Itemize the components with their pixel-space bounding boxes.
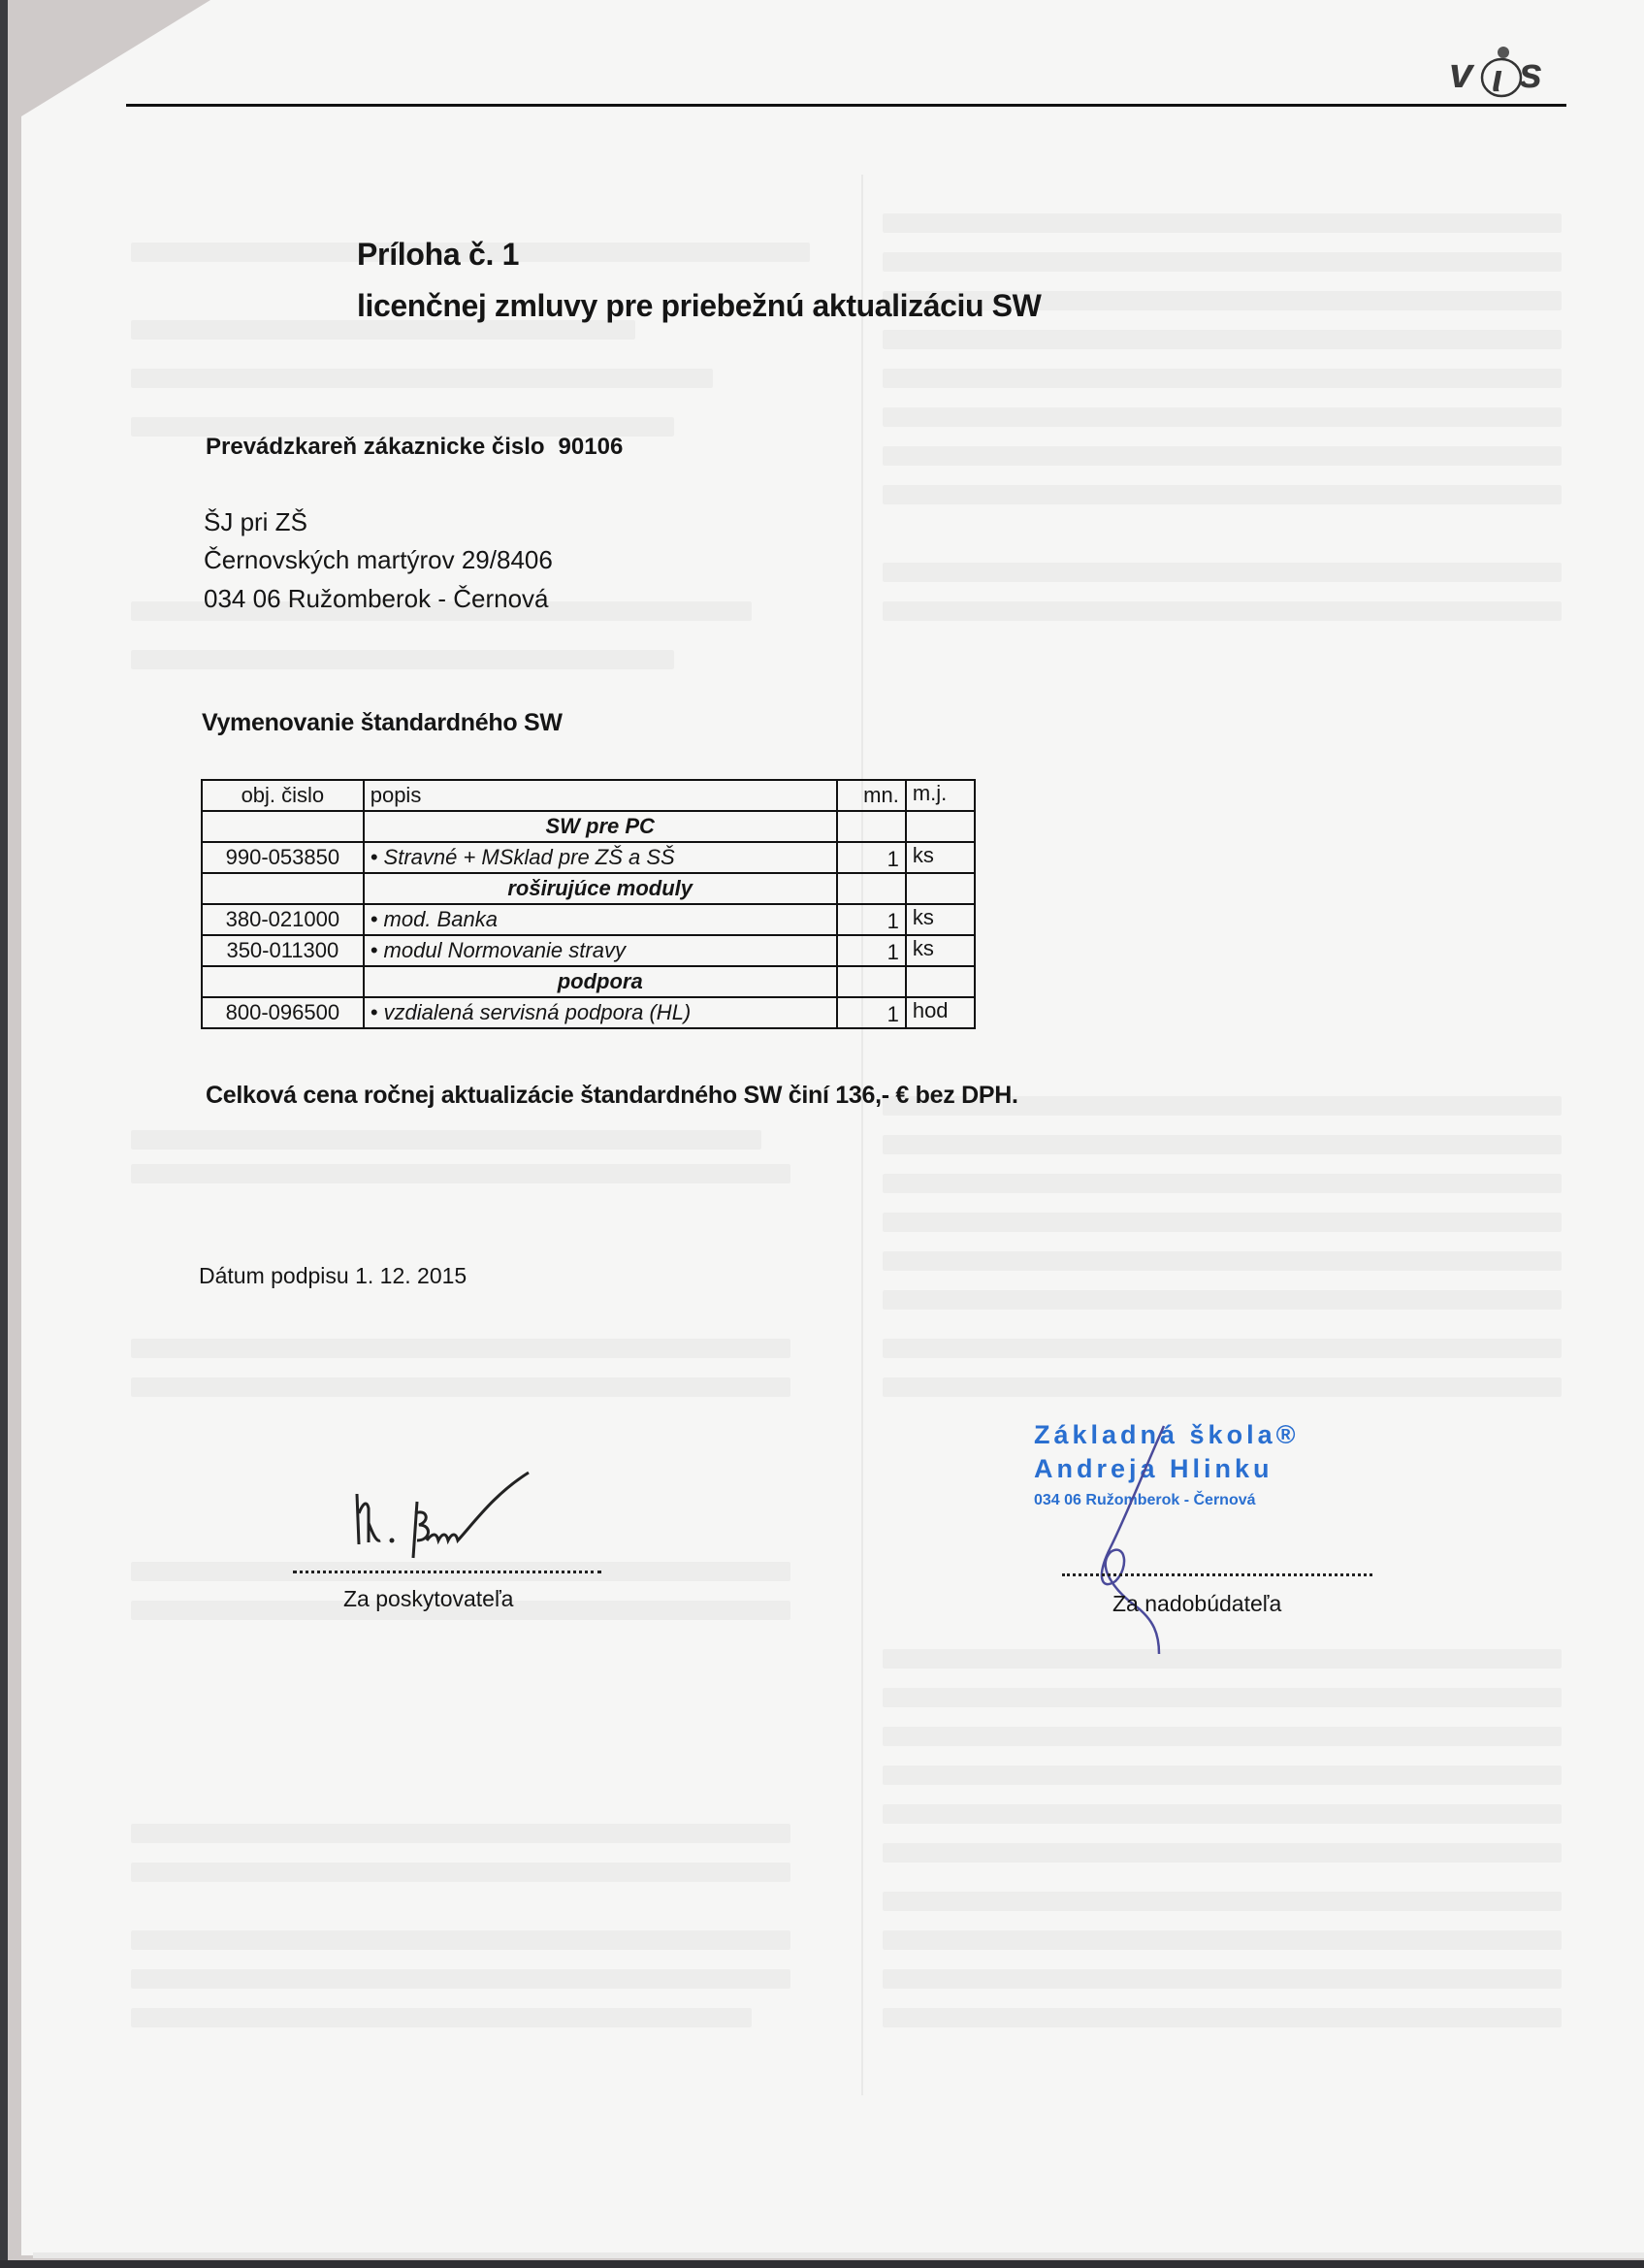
- logo-letter-s: s: [1519, 49, 1543, 97]
- total-price: Celková cena ročnej aktualizácie štandardného SW činí 136,- € bez DPH.: [206, 1082, 1018, 1109]
- provider-signature: [349, 1465, 543, 1562]
- table-row: [202, 842, 975, 873]
- bleed-through-line: [131, 1130, 761, 1150]
- bleed-through-line: [883, 1339, 1562, 1358]
- item-unit: hod: [906, 997, 975, 1028]
- bleed-through-line: [883, 1766, 1562, 1785]
- customer-number-line: [206, 434, 623, 461]
- bleed-through-line: [131, 650, 674, 669]
- stamp-line-3: 034 06 Ružomberok - Černová: [1034, 1492, 1256, 1508]
- bleed-through-line: [883, 407, 1562, 427]
- item-code: 990-053850: [202, 842, 364, 873]
- stamp-line-1: Základná škola®: [1034, 1420, 1300, 1449]
- bleed-through-line: [883, 1174, 1562, 1193]
- logo-letter-v: v: [1449, 49, 1473, 97]
- section-row: [202, 966, 975, 997]
- bleed-through-line: [131, 1164, 790, 1183]
- address-line-2: Černovských martýrov 29/8406: [204, 545, 553, 574]
- column-header-unit: m.j.: [906, 780, 975, 811]
- empty-cell: [202, 811, 364, 842]
- section-title: roširujúce moduly: [364, 873, 837, 904]
- scan-frame-left: [0, 0, 8, 2268]
- signature-stroke: [413, 1473, 529, 1558]
- empty-cell: [906, 811, 975, 842]
- bleed-through-line: [883, 1135, 1562, 1154]
- provider-label: Za poskytovateľa: [343, 1586, 514, 1611]
- item-description: • modul Normovanie stravy: [364, 935, 837, 966]
- bleed-through-divider: [861, 175, 863, 2095]
- bleed-through-line: [883, 601, 1562, 621]
- vis-logo: [1443, 41, 1569, 103]
- bleed-through-line: [883, 563, 1562, 582]
- empty-cell: [837, 811, 906, 842]
- bleed-through-line: [131, 1377, 790, 1397]
- signature-stroke: [1102, 1426, 1164, 1654]
- address-line-1: ŠJ pri ZŠ: [204, 507, 307, 536]
- item-unit: ks: [906, 904, 975, 935]
- bleed-through-line: [883, 330, 1562, 349]
- signature-stroke: [357, 1494, 380, 1544]
- signature-date: Dátum podpisu 1. 12. 2015: [199, 1263, 467, 1288]
- bleed-through-line: [131, 1930, 790, 1950]
- item-quantity: 1: [837, 935, 906, 966]
- item-quantity: 1: [837, 842, 906, 873]
- logo-letter-i: ι: [1492, 57, 1503, 100]
- bleed-through-line: [883, 1843, 1562, 1863]
- bleed-through-line: [883, 369, 1562, 388]
- section-title: SW pre PC: [364, 811, 837, 842]
- document-title: Príloha č. 1: [357, 237, 520, 272]
- table-header-row: [202, 780, 975, 811]
- provider-signature-line: [293, 1571, 601, 1573]
- item-quantity: 1: [837, 904, 906, 935]
- bleed-through-line: [883, 213, 1562, 233]
- column-header-code: obj. čislo: [202, 780, 364, 811]
- bleed-through-line: [883, 252, 1562, 272]
- bleed-through-line: [883, 1930, 1562, 1950]
- bleed-through-line: [883, 2008, 1562, 2027]
- scan-frame-bottom: [0, 2260, 1644, 2268]
- bleed-through-line: [131, 1969, 790, 1989]
- bleed-through-line: [131, 1863, 790, 1882]
- item-unit: ks: [906, 935, 975, 966]
- customer-number-label: Prevádzkareň zákaznicke čislo: [206, 434, 545, 460]
- document-subtitle: licenčnej zmluvy pre priebežnú aktualizáciu SW: [357, 288, 1042, 323]
- item-unit: ks: [906, 842, 975, 873]
- bleed-through-line: [883, 1727, 1562, 1746]
- empty-cell: [906, 873, 975, 904]
- bleed-through-line: [131, 1824, 790, 1843]
- bleed-through-line: [883, 1649, 1562, 1669]
- table-row: [202, 997, 975, 1028]
- column-header-quantity: mn.: [837, 780, 906, 811]
- item-description: • vzdialená servisná podpora (HL): [364, 997, 837, 1028]
- section-row: [202, 873, 975, 904]
- table-row: [202, 935, 975, 966]
- bleed-through-line: [883, 1688, 1562, 1707]
- acquirer-signature-line: [1062, 1573, 1372, 1576]
- item-code: 800-096500: [202, 997, 364, 1028]
- header-rule: [126, 104, 1566, 107]
- bleed-through-line: [883, 485, 1562, 504]
- stamp-line-2: Andreja Hlinku: [1034, 1454, 1273, 1483]
- section-row: [202, 811, 975, 842]
- table-row: [202, 904, 975, 935]
- empty-cell: [906, 966, 975, 997]
- bleed-through-line: [883, 1213, 1562, 1232]
- bleed-through-line: [131, 1339, 790, 1358]
- empty-cell: [837, 873, 906, 904]
- acquirer-label: Za nadobúdateľa: [1112, 1591, 1282, 1616]
- item-quantity: 1: [837, 997, 906, 1028]
- address-line-3: 034 06 Ružomberok - Černová: [204, 584, 549, 613]
- software-heading: Vymenovanie štandardného SW: [202, 709, 563, 736]
- empty-cell: [202, 873, 364, 904]
- bleed-through-line: [883, 1969, 1562, 1989]
- page-underneath-edge: [33, 2252, 1644, 2258]
- empty-cell: [837, 966, 906, 997]
- bleed-through-line: [883, 446, 1562, 466]
- customer-number: 90106: [558, 434, 624, 460]
- bleed-through-line: [883, 1377, 1562, 1397]
- item-description: • Stravné + MSklad pre ZŠ a SŠ: [364, 842, 837, 873]
- item-code: 380-021000: [202, 904, 364, 935]
- item-description: • mod. Banka: [364, 904, 837, 935]
- bleed-through-line: [883, 1251, 1562, 1271]
- bleed-through-line: [883, 1892, 1562, 1911]
- section-title: podpora: [364, 966, 837, 997]
- software-table: [201, 779, 976, 1029]
- item-code: 350-011300: [202, 935, 364, 966]
- bleed-through-line: [883, 1804, 1562, 1824]
- acquirer-signature: [1067, 1421, 1222, 1654]
- bleed-through-line: [131, 369, 713, 388]
- empty-cell: [202, 966, 364, 997]
- signature-dot: [390, 1539, 395, 1543]
- bleed-through-line: [883, 1290, 1562, 1310]
- column-header-description: popis: [364, 780, 837, 811]
- bleed-through-line: [131, 2008, 752, 2027]
